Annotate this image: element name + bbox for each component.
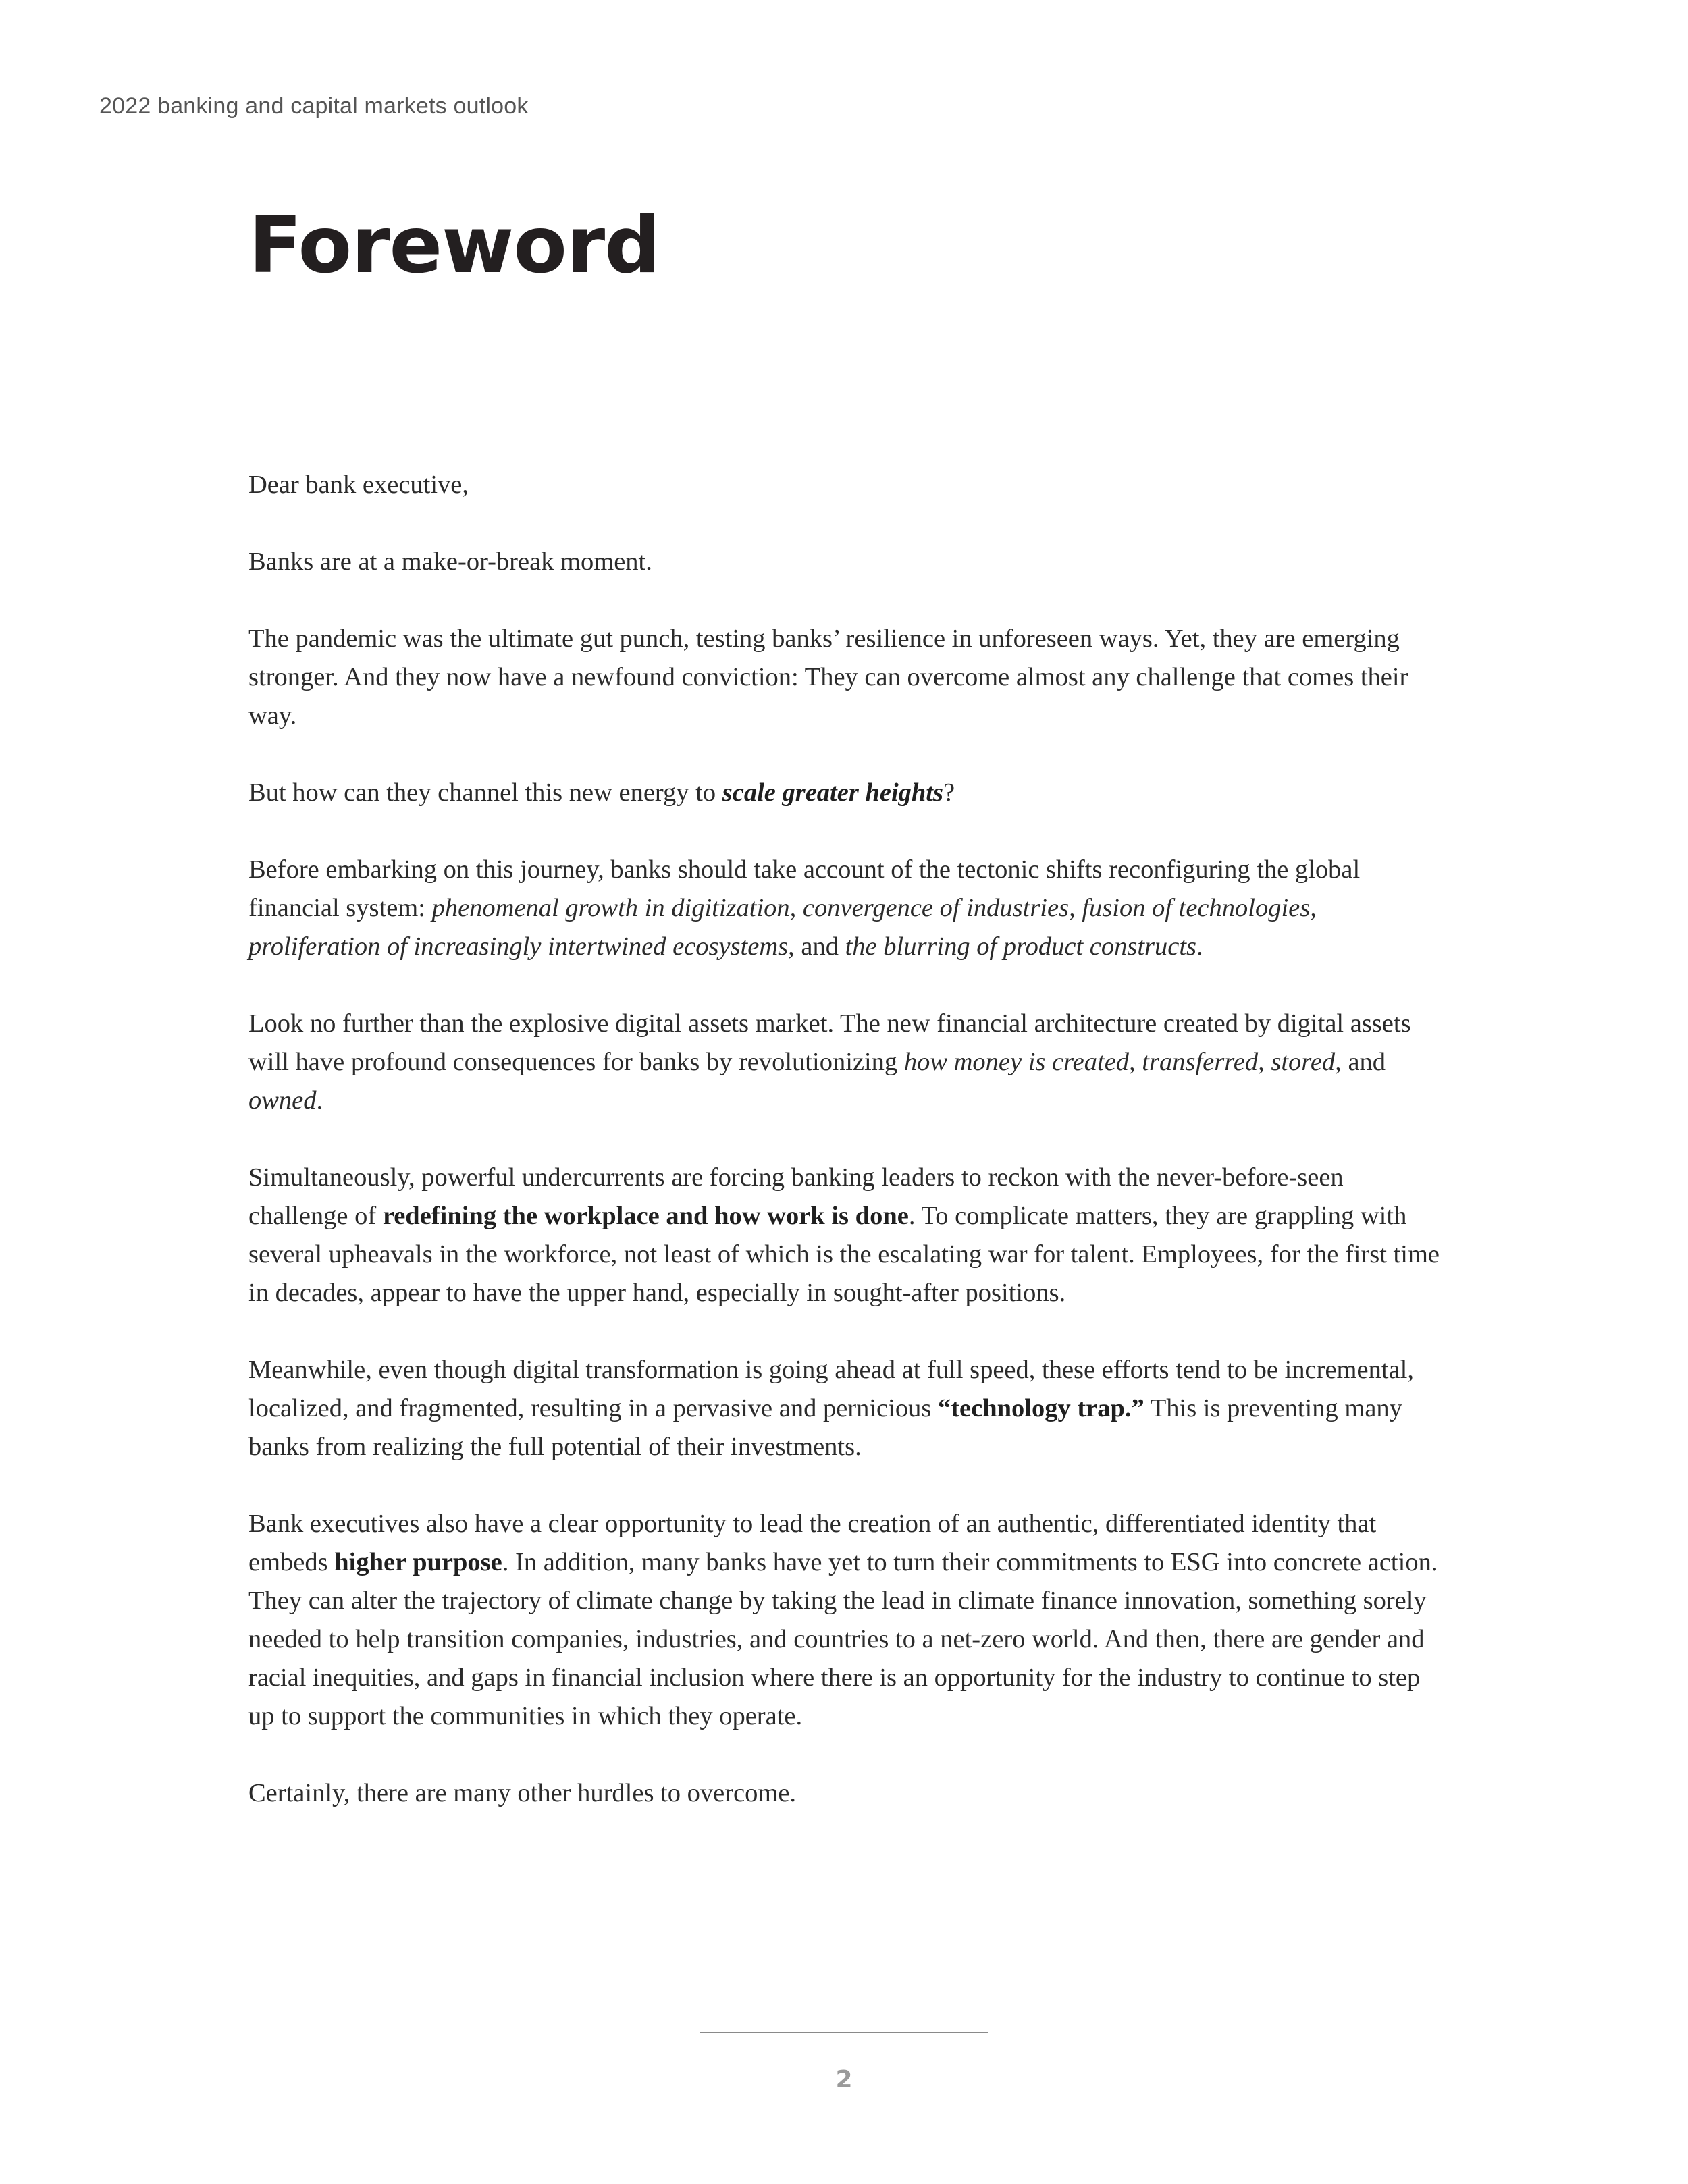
letter-body — [248, 466, 1444, 1851]
paragraph-3-end: ? — [943, 778, 955, 807]
paragraph-5-italic-2: owned — [248, 1086, 317, 1115]
paragraph-6 — [248, 1158, 1444, 1312]
paragraph-6-end: . To complicate matters, they are grappling with several upheavals in the workforce, not least of which is the escalating war for talent. Employees, for the first time in decades, appear to have the upper hand, especially in sought-after positions. — [248, 1202, 1440, 1307]
paragraph-4 — [248, 851, 1444, 966]
paragraph-4-middle: , and — [788, 932, 845, 961]
paragraph-6-text: Simultaneously, powerful undercurrents are forcing banking leaders to reckon with the never-before-seen challenge of — [248, 1163, 1344, 1230]
paragraph-5-middle: and — [1341, 1048, 1386, 1076]
footer-divider — [700, 2032, 988, 2033]
paragraph-7-end: This is preventing many banks from realizing the full potential of their investments. — [248, 1394, 1402, 1461]
paragraph-8-bold: higher purpose — [334, 1548, 502, 1576]
paragraph-6-bold: redefining the workplace and how work is done — [382, 1202, 909, 1230]
running-header: 2022 banking and capital markets outlook — [99, 93, 529, 119]
paragraph-8-text: Bank executives also have a clear opportunity to lead the creation of an authentic, differentiated identity that embeds — [248, 1510, 1377, 1576]
paragraph-3-emphasis: scale greater heights — [722, 778, 943, 807]
page-number: 2 — [835, 2066, 853, 2094]
paragraph-5-italic-1: how money is created, transferred, stored, — [903, 1048, 1342, 1076]
paragraph-1: Banks are at a make-or-break moment. — [248, 548, 652, 576]
paragraph-8 — [248, 1505, 1444, 1736]
paragraph-5-text: Look no further than the explosive digital assets market. The new financial architecture created by digital assets will have profound consequences for banks by revolutionizing — [248, 1009, 1411, 1076]
page-title: Foreword — [248, 200, 660, 291]
paragraph-3-text: But how can they channel this new energy to — [248, 778, 722, 807]
paragraph-2: The pandemic was the ultimate gut punch, testing banks’ resilience in unforeseen ways. Yet, they are emerging stronger. And they now have a newfound conviction: They can overcome almost any challenge that comes their way. — [248, 624, 1408, 730]
paragraph-7-bold: “technology trap.” — [937, 1394, 1144, 1422]
paragraph-7-text: Meanwhile, even though digital transformation is going ahead at full speed, these efforts tend to be incremental, localized, and fragmented, resulting in a pervasive and pernicious — [248, 1356, 1414, 1422]
paragraph-5 — [248, 1005, 1444, 1120]
paragraph-4-italic-2: the blurring of product constructs — [845, 932, 1197, 961]
paragraph-7 — [248, 1351, 1444, 1466]
paragraph-4-text: Before embarking on this journey, banks should take account of the tectonic shifts reconfiguring the global financial system: — [248, 855, 1361, 922]
paragraph-4-end: . — [1196, 932, 1203, 961]
paragraph-5-end: . — [316, 1086, 323, 1115]
salutation: Dear bank executive, — [248, 471, 469, 499]
paragraph-8-end: . In addition, many banks have yet to turn their commitments to ESG into concrete action. They can alter the trajectory of climate change by taking the lead in climate finance innovation, something sorely needed to help transition companies, industries, and countries to a net-zero world. And then, there are gender and racial inequities, and gaps in financial inclusion where there is an opportunity for the industry to continue to step up to support the communities in which they operate. — [248, 1548, 1438, 1730]
paragraph-4-italic-1: phenomenal growth in digitization, convergence of industries, fusion of technologies, proliferation of increasingly intertwined ecosystems — [248, 894, 1317, 961]
paragraph-9: Certainly, there are many other hurdles to overcome. — [248, 1779, 797, 1807]
paragraph-3 — [248, 774, 1444, 812]
